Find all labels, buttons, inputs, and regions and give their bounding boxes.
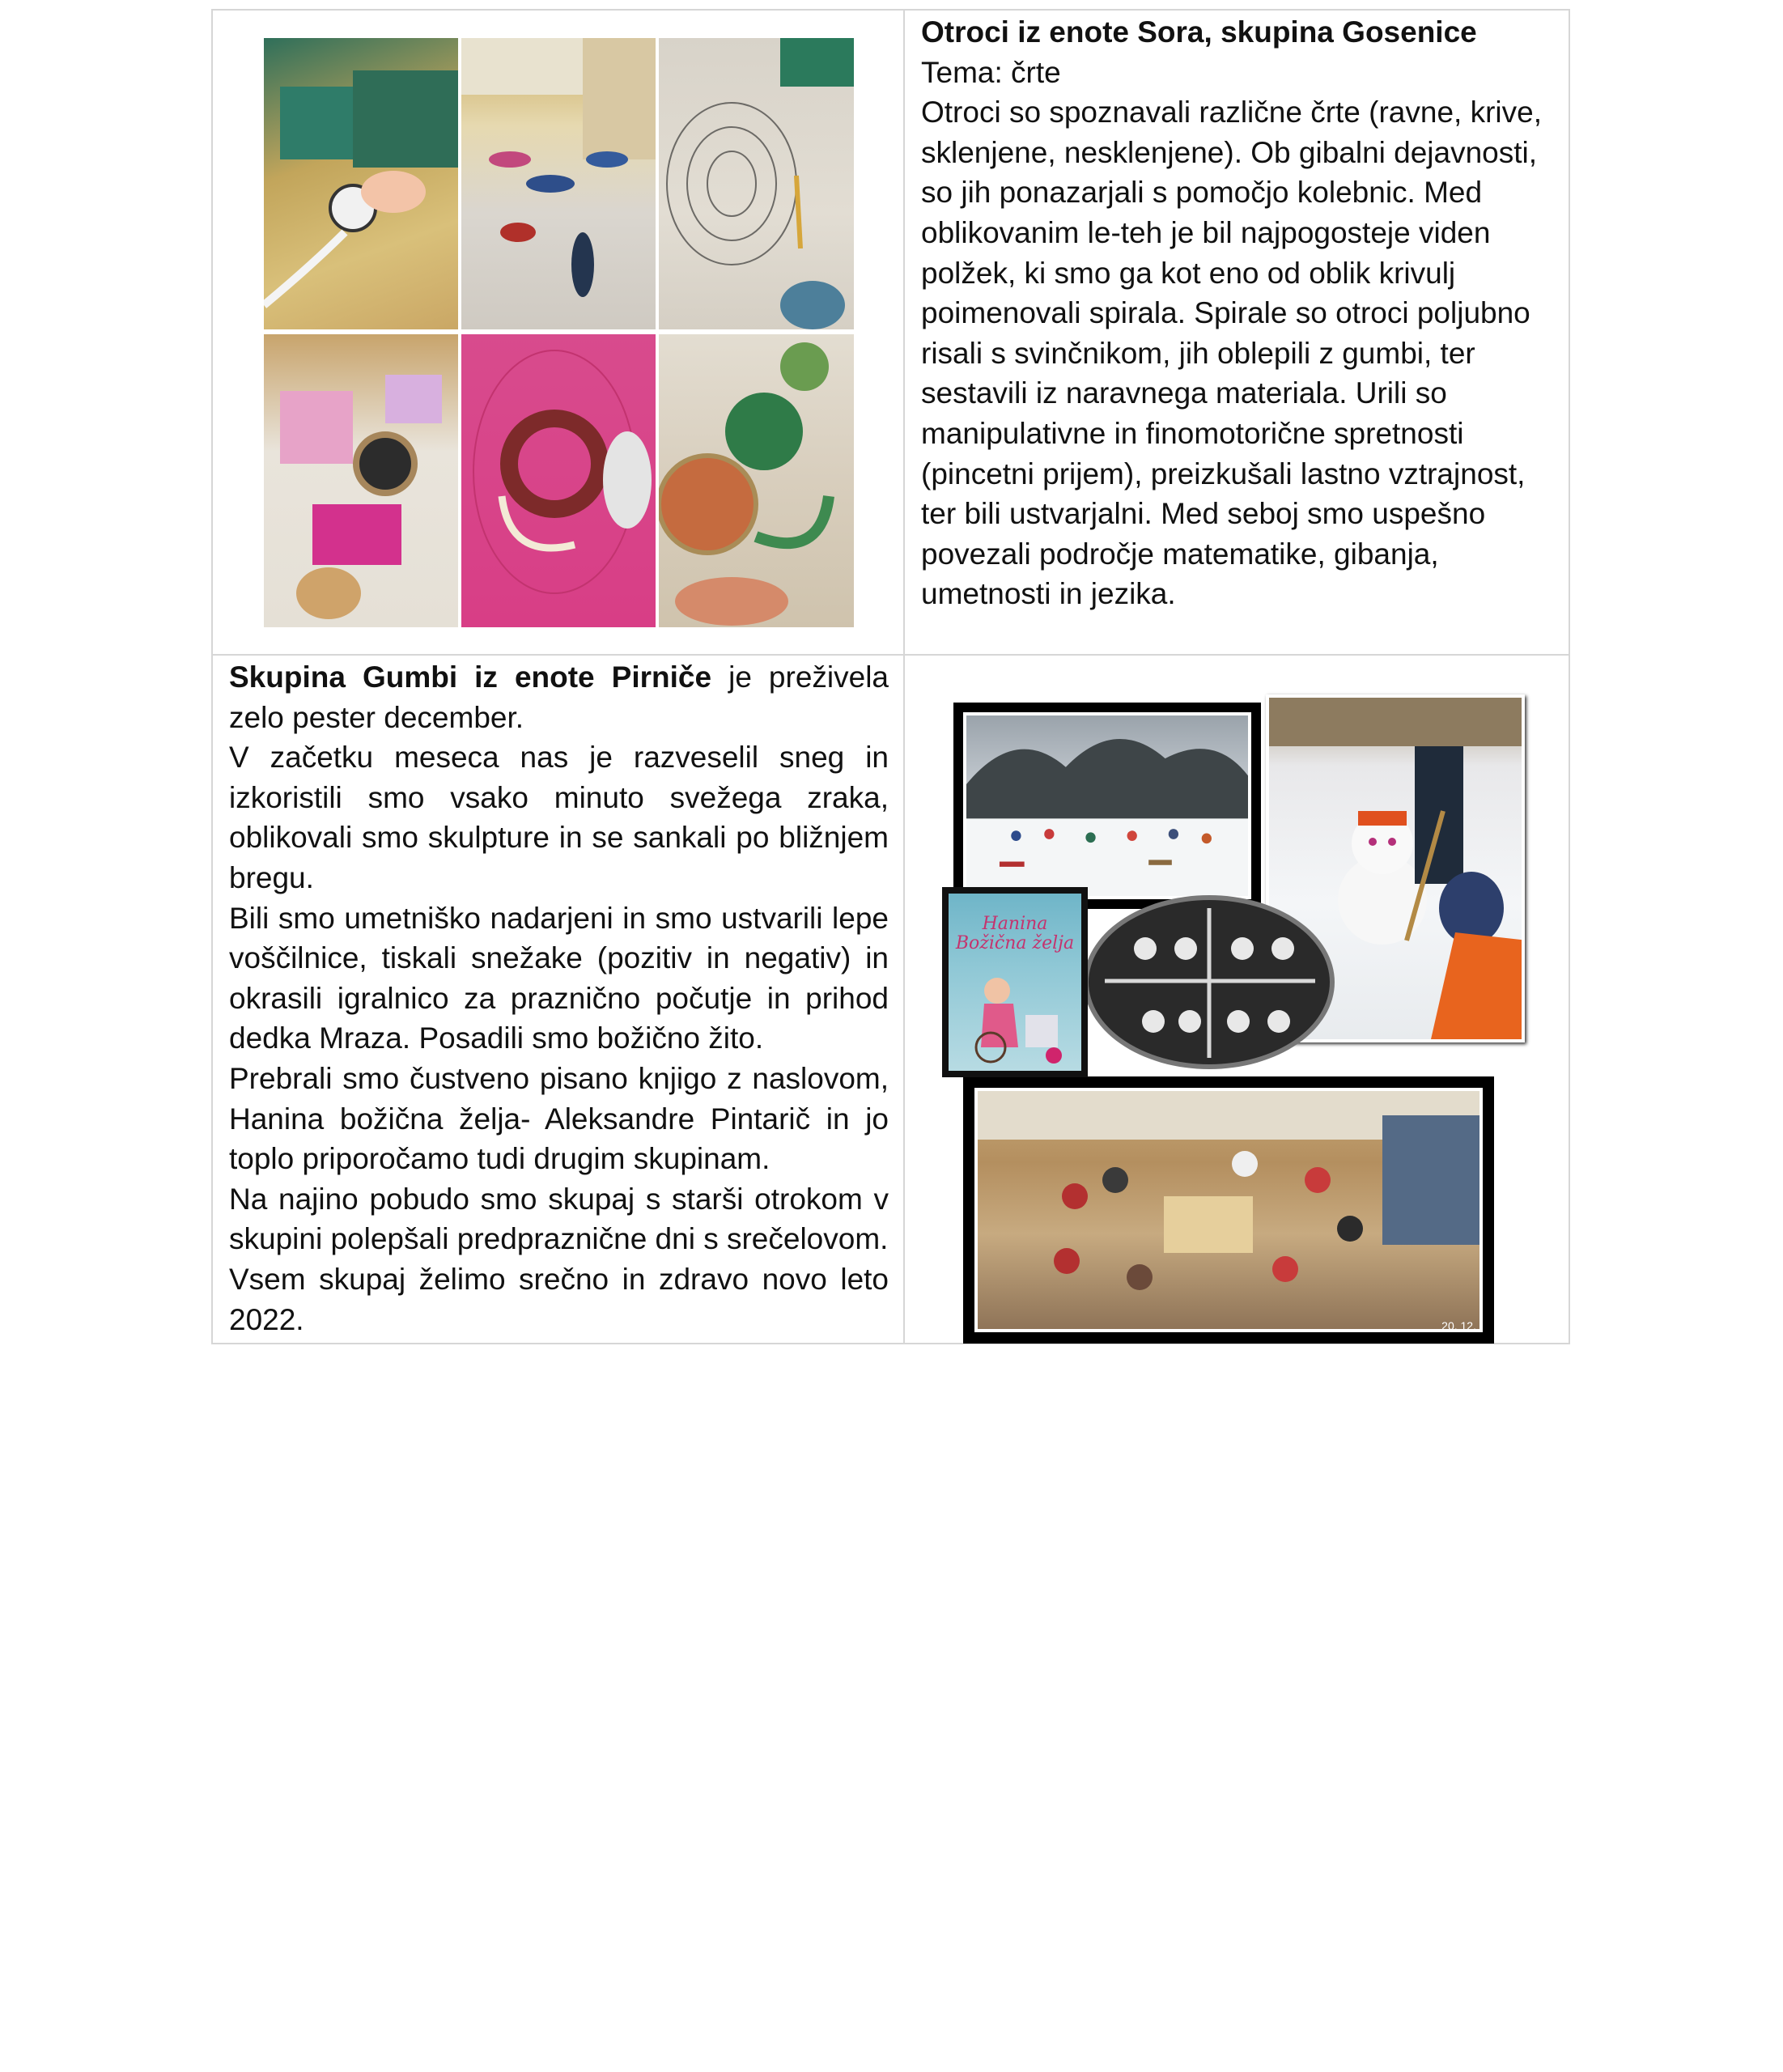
sora-title: Otroci iz enote Sora, skupina Gosenice bbox=[921, 15, 1477, 49]
photo-children-floor bbox=[461, 38, 656, 329]
gumbi-paragraph: Bili smo umetniško nadarjeni in smo ustvarili lepe voščilnice, tiskali snežake (pozitiv in negativ) in okrasili igralnico za praznično počutje in prihod dedka Mraza. Posadili smo božično žito. bbox=[229, 901, 889, 1055]
photo-collage-lines bbox=[264, 38, 854, 627]
photo-collage-december bbox=[942, 694, 1525, 1332]
date-stamp: 20. 12. bbox=[1441, 1319, 1476, 1332]
cell-collage-sora bbox=[213, 11, 905, 656]
cell-text-gumbi bbox=[213, 656, 905, 1344]
gumbi-intro bbox=[229, 657, 889, 737]
photo-button-circle-pink bbox=[461, 334, 656, 627]
photo-sledding bbox=[953, 703, 1261, 909]
photo-snowman-cards bbox=[1084, 895, 1335, 1069]
content-table bbox=[211, 9, 1570, 1344]
photo-group-circle bbox=[963, 1076, 1494, 1344]
gumbi-paragraph: V začetku meseca nas je razveselil sneg in izkoristili smo vsako minuto svežega zraka, oblikovali smo skulpture in se sankali po bližnjem bregu. bbox=[229, 741, 889, 894]
book-title: Hanina Božična želja bbox=[955, 914, 1075, 953]
sora-text-block bbox=[921, 12, 1560, 614]
cell-text-sora bbox=[905, 11, 1570, 656]
book-cover-hanina bbox=[942, 887, 1088, 1077]
sora-theme: Tema: črte bbox=[921, 55, 1061, 89]
photo-pencil-spiral bbox=[659, 38, 854, 329]
photo-rope-spiral bbox=[264, 38, 458, 329]
sora-body: Otroci so spoznavali različne črte (ravne, krive, sklenjene, nesklenjene). Ob gibalni dejavnosti, so jih ponazarjali s pomočjo kolebnic. Med oblikovanim le-teh je bil najpogosteje viden polžek, ki smo ga kot eno od oblik krivulj poimenovali spirala. Spirale so otroci poljubno risali s svinčnikom, jih oblepili z gumbi, ter sestavili iz naravnega materiala. Urili so manipulativne in finomotorične spretnosti (pincetni prijem), preizkušali lastno vztrajnost, ter bili ustvarjalni. Med seboj smo uspešno povezali področje matematike, gibanja, umetnosti in jezika. bbox=[921, 96, 1542, 611]
gumbi-title: Skupina Gumbi iz enote Pirniče bbox=[229, 660, 712, 694]
gumbi-text-block bbox=[229, 657, 889, 1340]
photo-natural-material bbox=[659, 334, 854, 627]
gumbi-intro-rest: je preživela zelo pester december. bbox=[229, 660, 889, 734]
cell-collage-gumbi bbox=[905, 656, 1570, 1344]
gumbi-paragraph: Vsem skupaj želimo srečno in zdravo novo leto 2022. bbox=[229, 1262, 889, 1336]
gumbi-paragraph: Prebrali smo čustveno pisano knjigo z naslovom, Hanina božična želja- Aleksandre Pintarič in jo toplo priporočamo tudi drugim skupinam. bbox=[229, 1061, 889, 1176]
gumbi-paragraph: Na najino pobudo smo skupaj s starši otrokom v skupini polepšali predpraznične dni s srečelovom. bbox=[229, 1182, 889, 1256]
photo-button-spirals bbox=[264, 334, 458, 627]
